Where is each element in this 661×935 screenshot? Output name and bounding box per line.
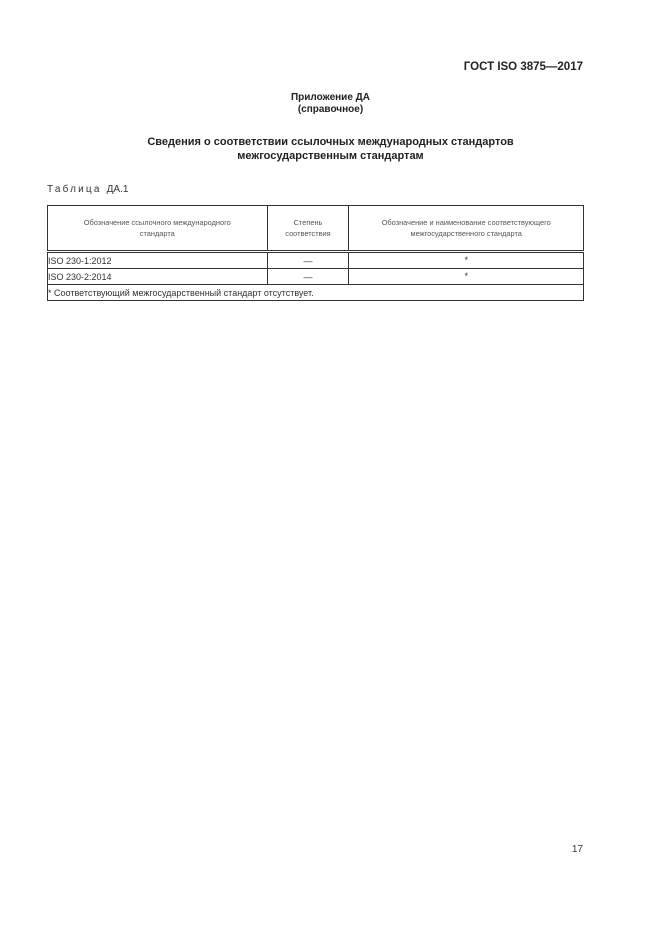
cell-degree: — — [267, 269, 349, 285]
cell-interstate: * — [349, 252, 584, 269]
page-number: 17 — [571, 844, 583, 855]
table-caption-number: ДА.1 — [106, 184, 129, 195]
table-footnote: * Соответствующий межгосударственный стандарт отсутствует. — [48, 285, 584, 301]
table-caption — [47, 184, 128, 195]
annex-title: Приложение ДА — [290, 92, 371, 103]
table-footnote-row — [48, 285, 584, 301]
column-header-international-standard — [48, 206, 268, 252]
table-row — [48, 252, 584, 269]
column-header-line: межгосударственного стандарта — [410, 229, 522, 238]
section-title-line-2: межгосударственным стандартам — [237, 149, 424, 162]
column-header-line: стандарта — [139, 229, 175, 238]
column-header-degree — [267, 206, 349, 252]
annex-subtitle: (справочное) — [297, 104, 364, 115]
document-code: ГОСТ ISO 3875—2017 — [463, 61, 583, 73]
section-title — [0, 136, 661, 163]
column-header-line: соответствия — [285, 229, 331, 238]
cell-degree: — — [267, 252, 349, 269]
section-title-line-1: Сведения о соответствии ссылочных международных стандартов — [147, 136, 514, 148]
standards-table — [47, 205, 584, 301]
cell-standard: ISO 230-1:2012 — [48, 252, 268, 269]
column-header-interstate-standard — [349, 206, 584, 252]
table-caption-label: Таблица — [47, 184, 102, 195]
cell-standard: ISO 230-2:2014 — [48, 269, 268, 285]
column-header-line: Степень — [293, 218, 323, 227]
table-header-row — [48, 206, 584, 252]
table-row — [48, 269, 584, 285]
column-header-line: Обозначение и наименование соответствующего — [381, 218, 551, 227]
cell-interstate: * — [349, 269, 584, 285]
column-header-line: Обозначение ссылочного международного — [83, 218, 231, 227]
